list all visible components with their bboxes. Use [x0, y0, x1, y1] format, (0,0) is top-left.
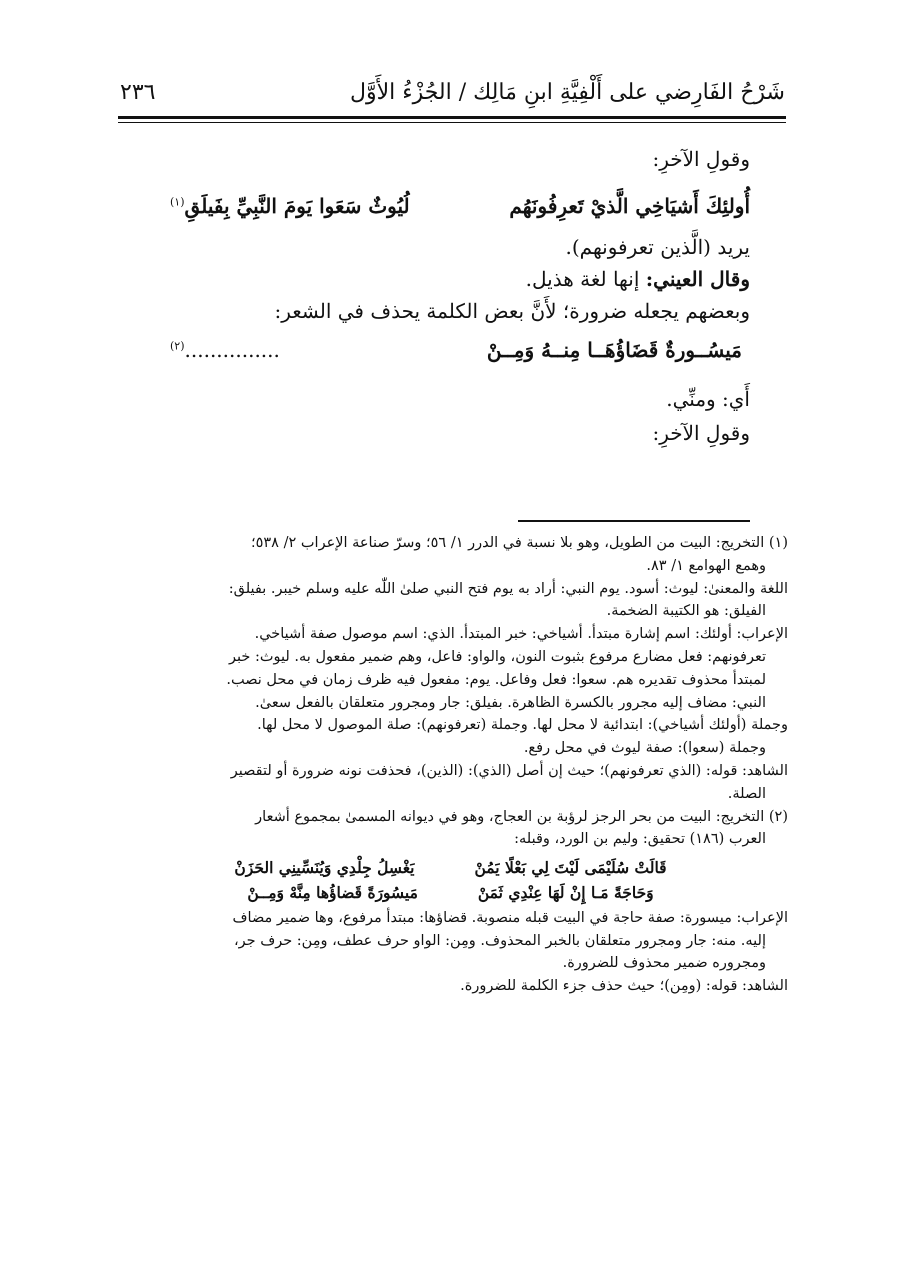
text-line: يريد (الَّذين تعرفونهم).	[565, 235, 750, 259]
text-line: وقولِ الآخرِ:	[652, 147, 750, 171]
header-rule-thin	[118, 122, 786, 123]
poem-hemistich: قَالَتْ سُلَيْمَى لَيْتَ لِي بَعْلًا يَمُنْ	[474, 858, 667, 878]
footnote-line: الشاهد: قوله: (الذي تعرفونهم)؛ حيث إن أصل (الذي): (الذين)، فحذفت نونه ضرورة أو لتقصير	[230, 762, 788, 779]
page-header	[120, 78, 785, 114]
footnotes	[113, 532, 788, 998]
footnote-line: إليه. منه: جار ومجرور متعلقان بالخبر المحذوف. ومِن: الواو حرف عطف، ومِن: حرف جر،	[233, 932, 766, 949]
poem-hemistich: مَيسُورَةً قَضاؤُها مِنَّهْ وَمِــنْ	[247, 882, 418, 902]
header-rule-thick	[118, 116, 786, 119]
footnote-line: العرب (١٨٦) تحقيق: وليم بن الورد، وقبله:	[514, 831, 766, 848]
text-line: وبعضهم يجعله ضرورة؛ لأَنَّ بعض الكلمة يحذف في الشعر:	[274, 299, 750, 323]
page-number: ٢٣٦	[120, 80, 156, 105]
main-text	[140, 142, 750, 446]
footnote-line: الإعراب: أولئك: اسم إشارة مبتدأ. أشياخي: خبر المبتدأ. الذي: اسم موصول صفة أشياخي.	[254, 626, 788, 643]
footnote-poem-verse	[113, 882, 788, 905]
footnote-line: الفيلق: هو الكتيبة الضخمة.	[606, 603, 766, 620]
poem-hemistich: يَغْسِلُ جِلْدِي وَيُنَسِّينِي الحَزَنْ	[234, 858, 415, 878]
footnote-line: تعرفونهم: فعل مضارع مرفوع بثبوت النون، والواو: فاعل، وهم ضمير مفعول به. ليوث: خبر	[229, 648, 766, 665]
verse-hemistich-second: لُيُوثٌ سَعَوا يَومَ النَّبِيِّ بِفَيلَقِ$^{(١)}$	[170, 194, 410, 218]
footnote-line: وجملة (أولئك أشياخي): ابتدائية لا محل لها. وجملة (تعرفونهم): صلة الموصول لا محل لها.	[257, 717, 788, 734]
footnote-poem-verse	[113, 857, 788, 880]
footnote-line: ومجروره ضمير محذوف للضرورة.	[562, 955, 766, 972]
footnote-line: لمبتدأ محذوف تقديره هم. سعوا: فعل وفاعل. يوم: مفعول فيه ظرف زمان في محل نصب.	[226, 671, 766, 688]
footnote-line: الإعراب: ميسورة: صفة حاجة في البيت قبله منصوبة. قضاؤها: مبتدأ مرفوع، وها ضمير مضاف	[232, 909, 788, 926]
poem-hemistich: وَحَاجَةً مَـا إِنْ لَهَا عِنْدِي ثَمَنْ	[477, 882, 654, 902]
footnote-line: الصلة.	[727, 785, 766, 802]
footnote-ref[interactable]: (٢)	[170, 339, 185, 353]
footnote-line: (١) التخريج: البيت من الطويل، وهو بلا نسبة في الدرر ١/ ٥٦؛ وسرّ صناعة الإعراب ٢/ ٥٣٨؛	[251, 535, 788, 551]
text-line: أَي: ومنِّي.	[666, 387, 750, 411]
verse-hemistich-first: أُولئِكَ أَشيَاخِي الَّذيْ تَعرِفُونَهُم	[509, 194, 750, 218]
text-line: وقولِ الآخرِ:	[652, 421, 750, 445]
verse-ellipsis: ...............$^{(٢)}$	[170, 338, 280, 362]
scholar-name: وقال العيني:	[645, 267, 750, 291]
poetry-verse	[170, 194, 750, 218]
footnote-line: (٢) التخريج: البيت من بحر الرجز لرؤبة بن العجاج، وهو في ديوانه المسمىٰ بمجموع أشعار	[255, 808, 788, 825]
verse-hemistich-first: مَيسُــورةٌ قَضَاؤُهَــا مِنــهُ وَمِــنْ	[486, 338, 742, 362]
footnote-line: وجملة (سعوا): صفة ليوث في محل رفع.	[523, 740, 766, 757]
poetry-verse	[170, 338, 750, 362]
footnote-ref[interactable]: (١)	[170, 195, 185, 209]
footnote-line: وهمع الهوامع ١/ ٨٣.	[646, 557, 766, 574]
footnote-line: الشاهد: قوله: (ومِن)؛ حيث حذف جزء الكلمة للضرورة.	[460, 978, 788, 995]
footnote-line: اللغة والمعنىٰ: ليوث: أسود. يوم النبي: أراد به يوم فتح النبي صلىٰ اللّٰه عليه وسلم خيبر. بفيلق:	[228, 580, 788, 597]
footnote-line: النبي: مضاف إليه مجرور بالكسرة الظاهرة. بفيلق: جار ومجرور متعلقان بالفعل سعىٰ.	[255, 694, 766, 711]
footnote-separator	[518, 520, 750, 522]
running-title: شَرْحُ الفَارِضي على أَلْفِيَّةِ ابنِ مَالِك / الجُزْءُ الأَوَّل	[349, 80, 785, 105]
text-line: وقال العيني: إنها لغة هذيل.	[525, 267, 750, 291]
